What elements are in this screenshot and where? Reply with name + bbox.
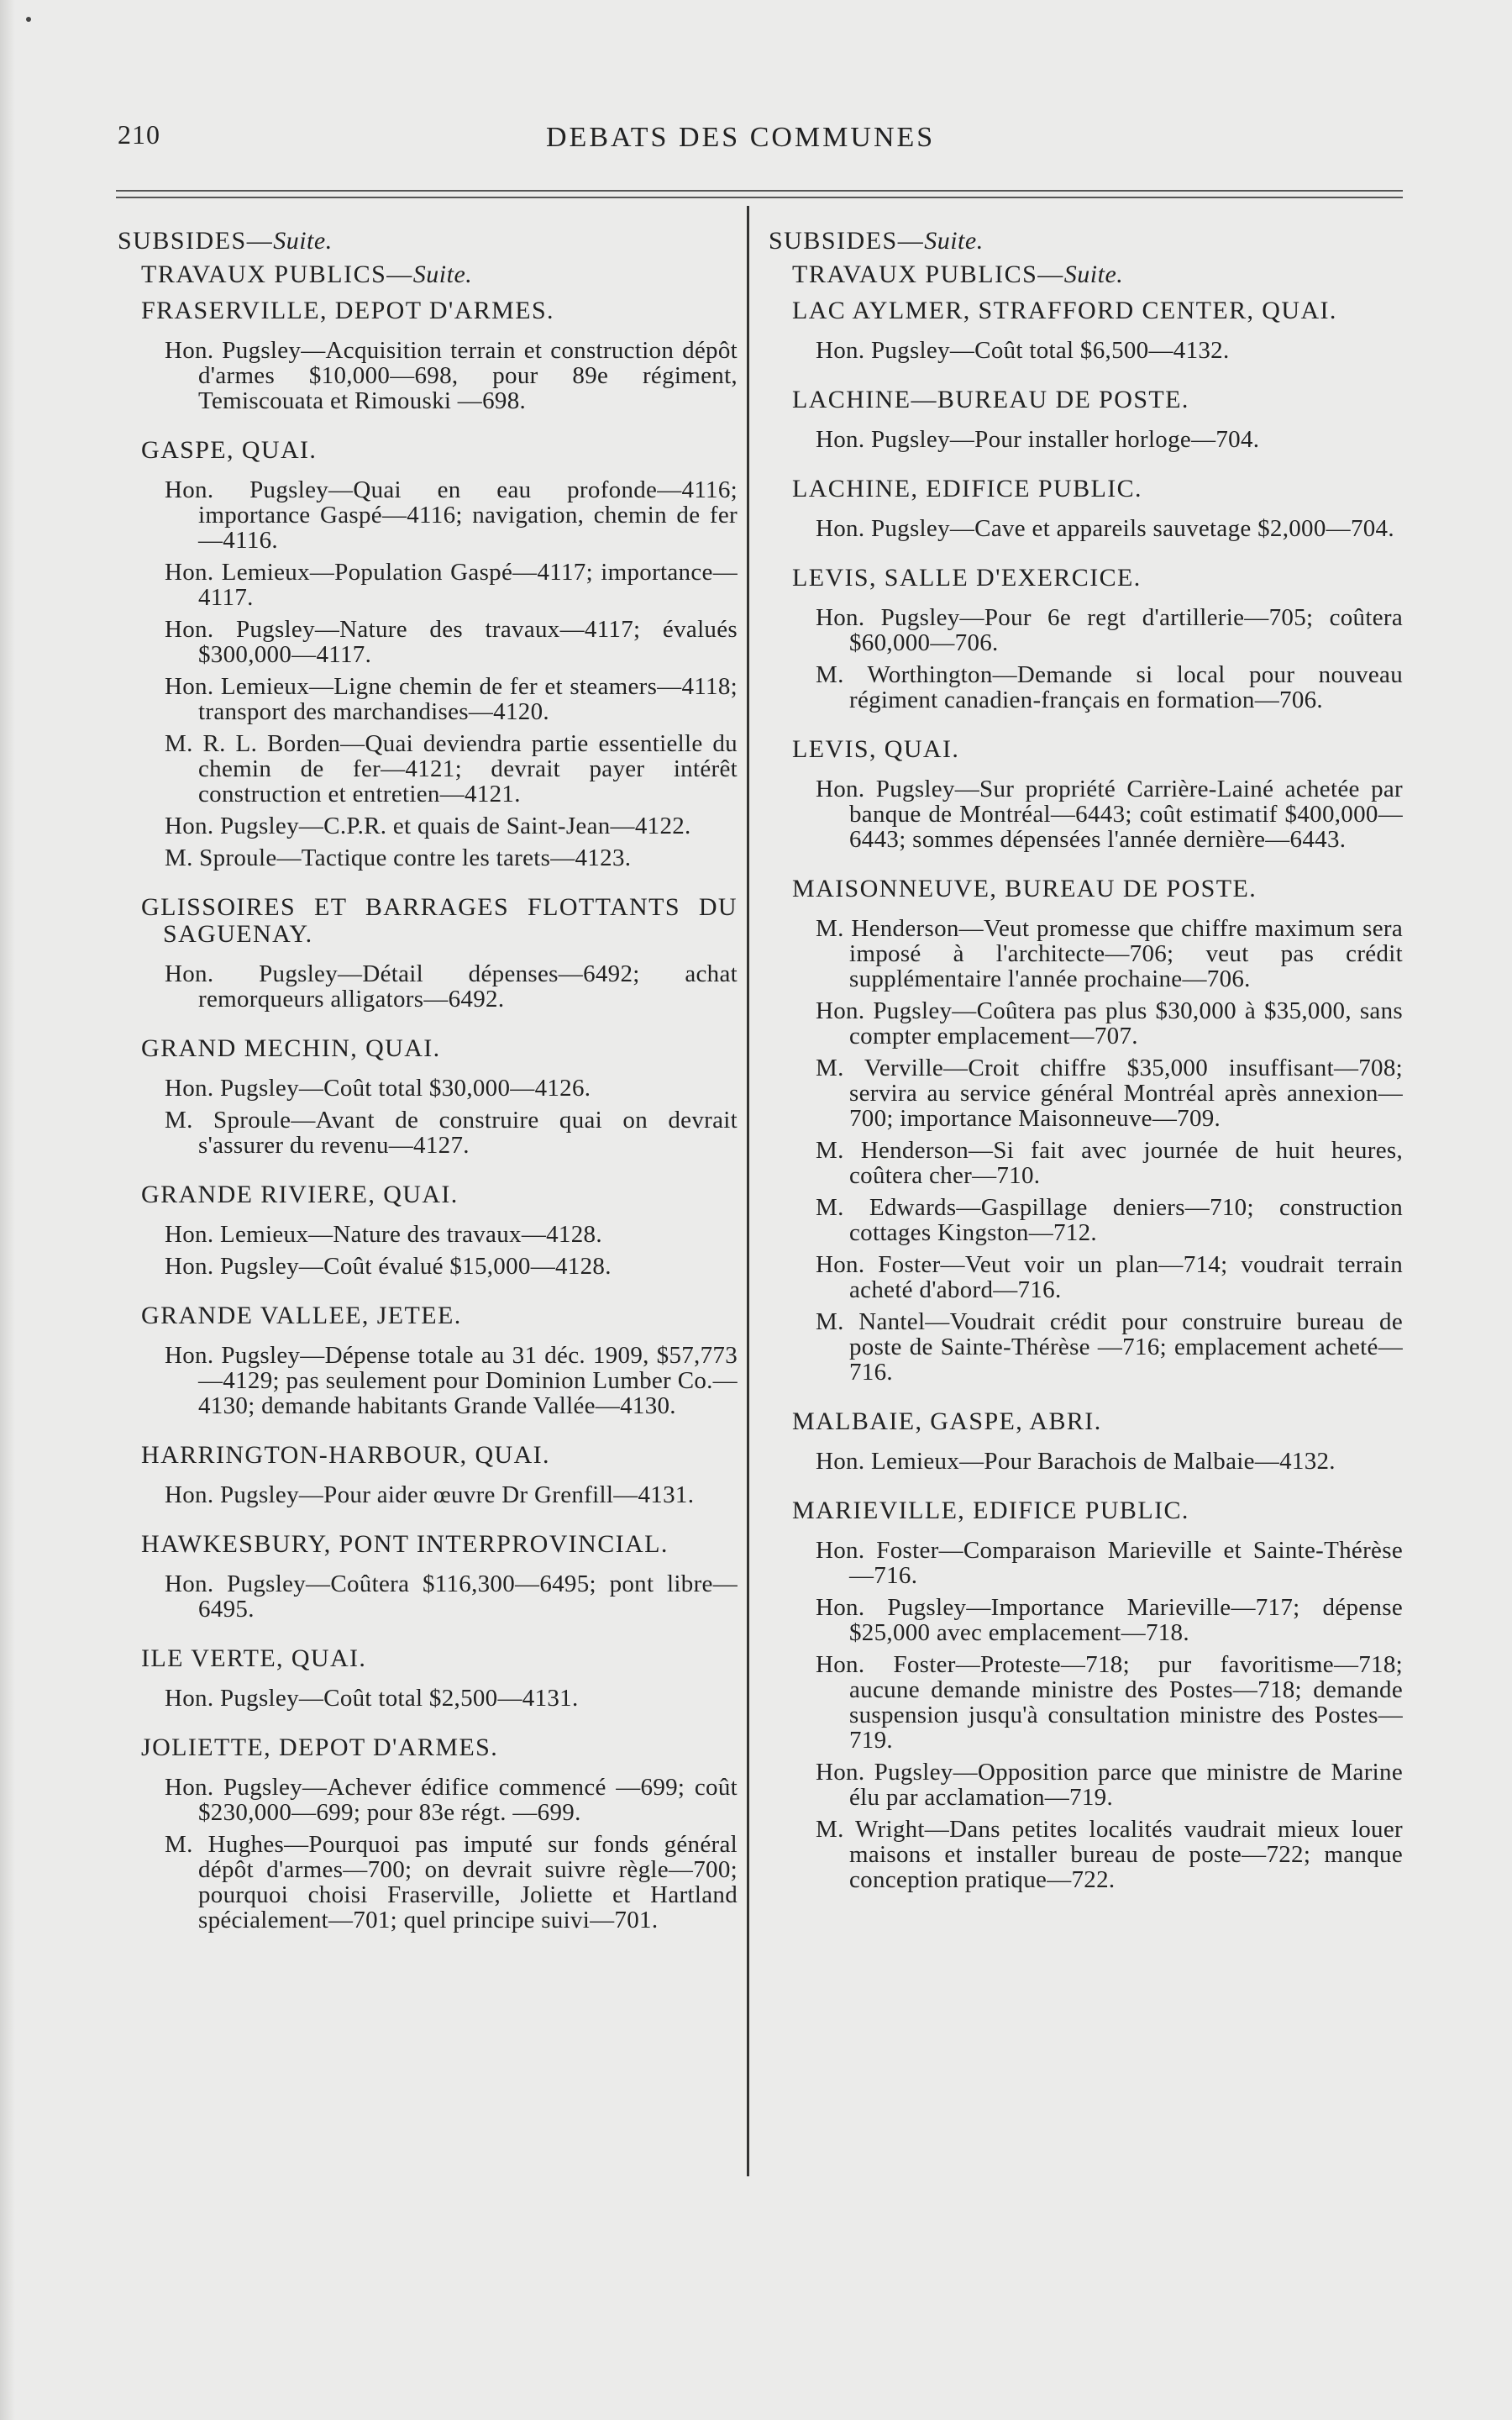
place-heading: JOLIETTE, DEPOT D'ARMES. <box>141 1733 499 1761</box>
index-entry: M. Sproule—Avant de construire quai on devrait s'assurer du revenu—4127. <box>165 1107 738 1159</box>
place-heading: MARIEVILLE, EDIFICE PUBLIC. <box>792 1497 1189 1524</box>
index-entry: Hon. Lemieux—Population Gaspé—4117; importance—4117. <box>165 559 738 611</box>
page-number: 210 <box>118 119 160 150</box>
index-entry: Hon. Pugsley—Nature des travaux—4117; évalués $300,000—4117. <box>165 616 738 668</box>
section-heading: SUBSIDES—Suite. <box>769 227 984 255</box>
index-entry: M. Worthington—Demande si local pour nouveau régiment canadien-français en formation—706. <box>816 661 1403 713</box>
place-heading: MAISONNEUVE, BUREAU DE POSTE. <box>792 875 1257 902</box>
index-entry: Hon. Pugsley—Pour 6e regt d'artillerie—705; coûtera $60,000—706. <box>816 604 1403 656</box>
index-entry: Hon. Pugsley—Pour aider œuvre Dr Grenfill—4131. <box>165 1481 695 1508</box>
place-heading: LEVIS, QUAI. <box>792 735 960 763</box>
index-entry: M. Sproule—Tactique contre les tarets—4123. <box>165 844 632 871</box>
place-heading: GRAND MECHIN, QUAI. <box>141 1034 441 1062</box>
place-heading: LEVIS, SALLE D'EXERCICE. <box>792 564 1142 592</box>
index-entry: Hon. Lemieux—Nature des travaux—4128. <box>165 1221 602 1248</box>
subsection-heading: TRAVAUX PUBLICS—Suite. <box>141 260 473 288</box>
index-entry: Hon. Lemieux—Ligne chemin de fer et steamers—4118; transport des marchandises—4120. <box>165 673 738 725</box>
index-entry: Hon. Lemieux—Pour Barachois de Malbaie—4132. <box>816 1448 1336 1475</box>
page-edge-shadow <box>0 0 15 2420</box>
index-entry: Hon. Pugsley—Coût total $6,500—4132. <box>816 337 1230 364</box>
place-heading: LACHINE—BUREAU DE POSTE. <box>792 386 1189 413</box>
place-heading: FRASERVILLE, DEPOT D'ARMES. <box>141 297 554 324</box>
index-entry: M. Henderson—Si fait avec journée de huit heures, coûtera cher—710. <box>816 1137 1403 1189</box>
index-entry: Hon. Foster—Veut voir un plan—714; voudrait terrain acheté d'abord—716. <box>816 1251 1403 1303</box>
subsection-heading: TRAVAUX PUBLICS—Suite. <box>792 260 1124 288</box>
left-column <box>118 227 738 1933</box>
index-entry: Hon. Pugsley—Pour installer horloge—704. <box>816 426 1260 453</box>
index-entry: Hon. Pugsley—Sur propriété Carrière-Lainé achetée par banque de Montréal—6443; coût estimatif $400,000—6443; sommes dépensées l'année dernière—6443. <box>816 776 1403 853</box>
index-entry: Hon. Pugsley—Coût évalué $15,000—4128. <box>165 1253 612 1280</box>
place-heading: HARRINGTON-HARBOUR, QUAI. <box>141 1441 550 1469</box>
index-entry: Hon. Pugsley—Quai en eau profonde—4116; importance Gaspé—4116; navigation, chemin de fer—4116. <box>165 476 738 554</box>
place-heading: LACHINE, EDIFICE PUBLIC. <box>792 475 1142 502</box>
header-rule-bottom <box>116 197 1403 198</box>
place-heading: ILE VERTE, QUAI. <box>141 1644 367 1672</box>
index-entry: M. Wright—Dans petites localités vaudrait mieux louer maisons et installer bureau de poste—722; manque conception pratique—722. <box>816 1816 1403 1893</box>
index-entry: Hon. Pugsley—Coût total $2,500—4131. <box>165 1685 579 1712</box>
index-entry: Hon. Pugsley—Coûtera $116,300—6495; pont libre—6495. <box>165 1570 738 1623</box>
place-heading: HAWKESBURY, PONT INTERPROVINCIAL. <box>141 1530 669 1558</box>
index-entry: Hon. Pugsley—Coûtera pas plus $30,000 à $35,000, sans compter emplacement—707. <box>816 997 1403 1050</box>
index-entry: Hon. Pugsley—Achever édifice commencé —699; coût $230,000—699; pour 83e régt. —699. <box>165 1774 738 1826</box>
index-entry: M. Hughes—Pourquoi pas imputé sur fonds général dépôt d'armes—700; on devrait suivre règle—700; pourquoi choisi Fraserville, Joliette et Hartland spécialement—701; quel principe suivi—701. <box>165 1831 738 1933</box>
index-entry: M. Nantel—Voudrait crédit pour construire bureau de poste de Sainte-Thérèse —716; emplacement acheté—716. <box>816 1308 1403 1386</box>
index-entry: Hon. Pugsley—C.P.R. et quais de Saint-Jean—4122. <box>165 813 691 839</box>
index-entry: Hon. Pugsley—Cave et appareils sauvetage $2,000—704. <box>816 515 1394 542</box>
place-heading: LAC AYLMER, STRAFFORD CENTER, QUAI. <box>792 297 1337 324</box>
index-entry: Hon. Foster—Comparaison Marieville et Sainte-Thérèse—716. <box>816 1537 1403 1589</box>
index-entry: Hon. Foster—Proteste—718; pur favoritisme—718; aucune demande ministre des Postes—718; demande suspension jusqu'à consultation ministre des Postes—719. <box>816 1651 1403 1754</box>
place-heading: GRANDE VALLEE, JETEE. <box>141 1302 462 1329</box>
index-entry: M. R. L. Borden—Quai deviendra partie essentielle du chemin de fer—4121; devrait payer intérêt construction et entretien—4121. <box>165 730 738 808</box>
place-heading: GLISSOIRES ET BARRAGES FLOTTANTS DU SAGUENAY. <box>141 893 738 948</box>
index-entry: Hon. Pugsley—Coût total $30,000—4126. <box>165 1075 591 1102</box>
index-entry: M. Henderson—Veut promesse que chiffre maximum sera imposé à l'architecte—706; veut pas crédit supplémentaire l'année prochaine—706. <box>816 915 1403 992</box>
index-entry: Hon. Pugsley—Importance Marieville—717; dépense $25,000 avec emplacement—718. <box>816 1594 1403 1646</box>
index-entry: M. Edwards—Gaspillage deniers—710; construction cottages Kingston—712. <box>816 1194 1403 1246</box>
index-entry: Hon. Pugsley—Détail dépenses—6492; achat remorqueurs alligators—6492. <box>165 960 738 1013</box>
right-column <box>769 227 1403 1892</box>
place-heading: GASPE, QUAI. <box>141 436 318 464</box>
section-heading: SUBSIDES—Suite. <box>118 227 333 255</box>
place-heading: GRANDE RIVIERE, QUAI. <box>141 1181 459 1208</box>
ink-speck <box>26 17 31 22</box>
index-entry: M. Verville—Croit chiffre $35,000 insuffisant—708; servira au service général Montréal après annexion—700; importance Maisonneuve—709. <box>816 1055 1403 1132</box>
running-title: DEBATS DES COMMUNES <box>546 122 936 153</box>
index-entry: Hon. Pugsley—Acquisition terrain et construction dépôt d'armes $10,000—698, pour 89e régiment, Temiscouata et Rimouski —698. <box>165 337 738 414</box>
place-heading: MALBAIE, GASPE, ABRI. <box>792 1407 1102 1435</box>
index-entry: Hon. Pugsley—Dépense totale au 31 déc. 1909, $57,773—4129; pas seulement pour Dominion Lumber Co.—4130; demande habitants Grande Vallée—4130. <box>165 1342 738 1419</box>
index-entry: Hon. Pugsley—Opposition parce que ministre de Marine élu par acclamation—719. <box>816 1759 1403 1811</box>
column-divider <box>747 206 749 2176</box>
header-rule-top <box>116 190 1403 192</box>
